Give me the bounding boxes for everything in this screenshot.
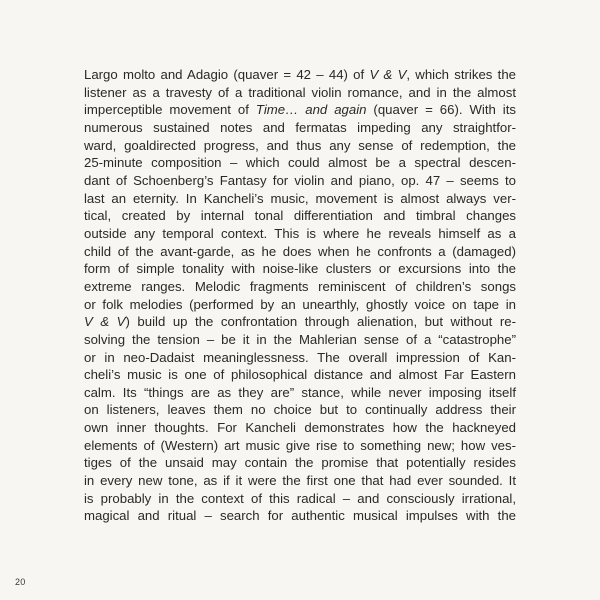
text-line bbox=[84, 154, 516, 172]
text-line bbox=[84, 313, 516, 331]
text-line bbox=[84, 490, 516, 508]
text-run: , which strikes the bbox=[406, 67, 516, 82]
text-line bbox=[84, 349, 516, 367]
text-run: dant of Schoenberg’s Fantasy for violin and piano, op. 47 – seems to bbox=[84, 172, 516, 188]
text-run: tiges of the unsaid may contain the promise that potentially resides bbox=[84, 455, 516, 471]
text-line bbox=[84, 454, 516, 472]
text-run: (quaver = 66). With its bbox=[366, 102, 516, 118]
text-line bbox=[84, 331, 516, 349]
text-run: Largo molto and Adagio (quaver = 42 – 44) of bbox=[84, 67, 370, 82]
text-line bbox=[84, 101, 516, 119]
text-run: or in neo-Dadaist meaninglessness. The overall impression of Kan- bbox=[84, 349, 516, 365]
italic-title-text: V & V bbox=[369, 67, 407, 82]
text-run: extreme ranges. Melodic fragments reminiscent of children’s songs bbox=[84, 278, 516, 294]
text-run: in every new tone, as if it were the first one that had ever sounded. It bbox=[84, 473, 516, 489]
text-line bbox=[84, 225, 516, 243]
text-line bbox=[84, 366, 516, 384]
text-run: numerous sustained notes and fermatas impeding any straightfor- bbox=[84, 119, 516, 135]
text-line bbox=[84, 172, 516, 190]
text-line bbox=[84, 507, 516, 525]
page-number: 20 bbox=[15, 577, 26, 587]
text-run: magical and ritual – search for authentic musical impulses with the bbox=[84, 508, 516, 524]
text-line bbox=[84, 401, 516, 419]
text-line bbox=[84, 419, 516, 437]
text-line bbox=[84, 190, 516, 208]
body-paragraph bbox=[84, 66, 516, 525]
italic-title-text: V & V bbox=[84, 314, 126, 330]
text-line bbox=[84, 260, 516, 278]
text-run: last an eternity. In Kancheli’s music, movement is almost always ver- bbox=[84, 190, 516, 206]
text-run: outside any temporal context. This is where he reveals himself as a bbox=[84, 225, 516, 241]
text-run: tical, created by internal tonal differentiation and timbral changes bbox=[84, 208, 516, 224]
text-run: 25-minute composition – which could almost be a spectral descen- bbox=[84, 155, 516, 171]
text-line bbox=[84, 384, 516, 402]
text-line bbox=[84, 207, 516, 225]
text-run: own inner thoughts. For Kancheli demonstrates how the hackneyed bbox=[84, 420, 516, 436]
text-line bbox=[84, 243, 516, 261]
text-line bbox=[84, 119, 516, 137]
text-run: cheli’s music is one of philosophical distance and almost Far Eastern bbox=[84, 367, 516, 383]
text-run: form of simple tonality with noise-like clusters or excursions into the bbox=[84, 261, 516, 277]
text-run: elements of (Western) art music give rise to something new; how ves- bbox=[84, 437, 516, 453]
text-run: ) build up the confrontation through alienation, but without re- bbox=[125, 314, 516, 330]
italic-title-text: Time… and again bbox=[255, 102, 367, 118]
text-run: or folk melodies (performed by an unearthly, ghostly voice on tape in bbox=[84, 296, 516, 312]
text-run: listener as a travesty of a traditional violin romance, and in the almost bbox=[84, 84, 516, 100]
text-line bbox=[84, 66, 516, 84]
text-line bbox=[84, 437, 516, 455]
text-run: child of the avant-garde, as he does when he confronts a (damaged) bbox=[84, 243, 516, 259]
text-line bbox=[84, 472, 516, 490]
text-run: solving the tension – be it in the Mahlerian sense of a “catastrophe” bbox=[84, 331, 516, 347]
text-line bbox=[84, 278, 516, 296]
text-line bbox=[84, 137, 516, 155]
text-run: on listeners, leaves them no choice but to continually address their bbox=[84, 402, 516, 418]
text-line bbox=[84, 84, 516, 102]
text-run: is probably in the context of this radical – and consciously irrational, bbox=[84, 490, 516, 506]
text-run: calm. Its “things are as they are” stance, while never imposing itself bbox=[84, 384, 516, 400]
text-line bbox=[84, 296, 516, 314]
text-run: imperceptible movement of bbox=[84, 102, 256, 118]
text-run: ward, goaldirected progress, and thus any sense of redemption, the bbox=[84, 137, 516, 153]
